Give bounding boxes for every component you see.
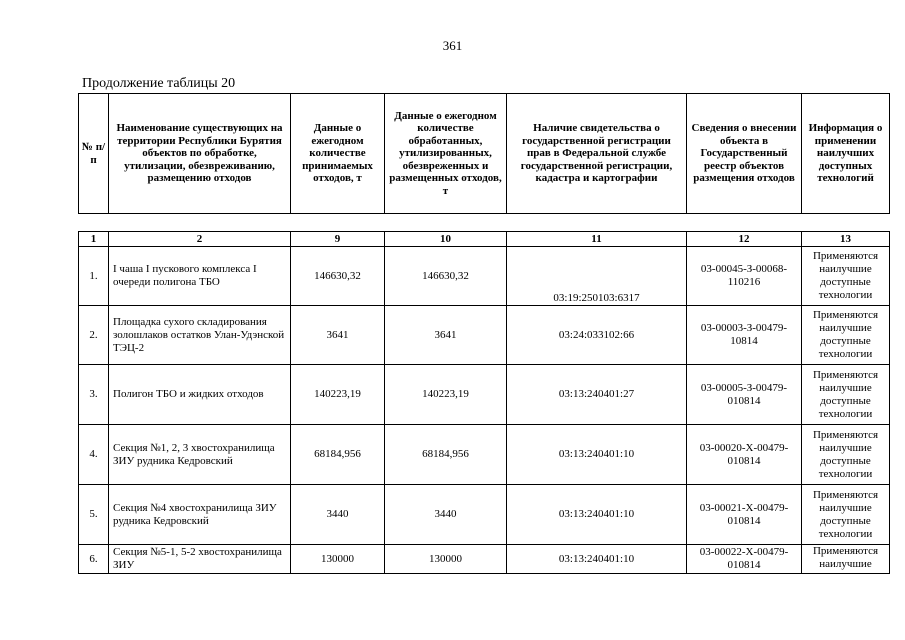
row-number: 3.: [79, 365, 109, 425]
object-name: I чаша I пускового комплекса I очереди полигона ТБО: [109, 247, 291, 306]
processed-amount: 130000: [385, 545, 507, 574]
row-number: 4.: [79, 425, 109, 485]
cadastral-number: 03:13:240401:10: [507, 545, 687, 574]
column-number-row: [79, 232, 890, 247]
header-registry-info: Сведения о внесении объекта в Государственный реестр объектов размещения отходов: [687, 94, 802, 214]
column-number: 11: [507, 232, 687, 247]
column-number: 13: [802, 232, 890, 247]
processed-amount: 140223,19: [385, 365, 507, 425]
object-name: Секция №1, 2, 3 хвостохранилища ЗИУ рудника Кедровский: [109, 425, 291, 485]
technology-info: Применяются наилучшие доступные технологии: [802, 247, 890, 306]
registry-number: 03-00020-Х-00479-010814: [687, 425, 802, 485]
column-number: 12: [687, 232, 802, 247]
column-number: 1: [79, 232, 109, 247]
received-amount: 140223,19: [291, 365, 385, 425]
table-row: [79, 485, 890, 545]
object-name: Площадка сухого складирования золошлаков остатков Улан-Удэнской ТЭЦ-2: [109, 306, 291, 365]
object-name: Секция №4 хвостохранилища ЗИУ рудника Кедровский: [109, 485, 291, 545]
processed-amount: 68184,956: [385, 425, 507, 485]
header-received-waste: Данные о ежегодном количестве принимаемых отходов, т: [291, 94, 385, 214]
header-number: № п/п: [79, 94, 109, 214]
cadastral-number: 03:13:240401:10: [507, 425, 687, 485]
column-number: 2: [109, 232, 291, 247]
technology-info: Применяются наилучшие: [802, 545, 890, 574]
cadastral-number: 03:13:240401:27: [507, 365, 687, 425]
header-registration-certificate: Наличие свидетельства о государственной регистрации прав в Федеральной службе государственной регистрации, кадастра и картографии: [507, 94, 687, 214]
row-number: 5.: [79, 485, 109, 545]
received-amount: 130000: [291, 545, 385, 574]
header-best-technologies: Информация о применении наилучших доступных технологий: [802, 94, 890, 214]
registry-number: 03-00045-З-00068-110216: [687, 247, 802, 306]
table-row: [79, 365, 890, 425]
cadastral-number: 03:24:033102:66: [507, 306, 687, 365]
row-number: 1.: [79, 247, 109, 306]
registry-number: 03-00003-З-00479-10814: [687, 306, 802, 365]
column-number: 10: [385, 232, 507, 247]
technology-info: Применяются наилучшие доступные технологии: [802, 306, 890, 365]
object-name: Полигон ТБО и жидких отходов: [109, 365, 291, 425]
processed-amount: 3440: [385, 485, 507, 545]
table-row: [79, 247, 890, 306]
data-table: [78, 231, 890, 574]
table-header: [78, 93, 890, 214]
cadastral-number: 03:13:240401:10: [507, 485, 687, 545]
page-number: 361: [442, 38, 463, 53]
technology-info: Применяются наилучшие доступные технологии: [802, 365, 890, 425]
registry-number: 03-00022-Х-00479-010814: [687, 545, 802, 574]
table-row: [79, 425, 890, 485]
received-amount: 3440: [291, 485, 385, 545]
table-caption: Продолжение таблицы 20: [82, 76, 236, 91]
processed-amount: 3641: [385, 306, 507, 365]
technology-info: Применяются наилучшие доступные технологии: [802, 485, 890, 545]
column-number: 9: [291, 232, 385, 247]
object-name: Секция №5-1, 5-2 хвостохранилища ЗИУ: [109, 545, 291, 574]
row-number: 2.: [79, 306, 109, 365]
registry-number: 03-00021-Х-00479-010814: [687, 485, 802, 545]
header-object-name: Наименование существующих на территории Республики Бурятия объектов по обработке, утилизации, обезвреживанию, размещению отходов: [109, 94, 291, 214]
registry-number: 03-00005-З-00479-010814: [687, 365, 802, 425]
processed-amount: 146630,32: [385, 247, 507, 306]
received-amount: 3641: [291, 306, 385, 365]
table-row: [79, 545, 890, 574]
cadastral-number: 03:19:250103:6317: [507, 247, 687, 306]
received-amount: 68184,956: [291, 425, 385, 485]
row-number: 6.: [79, 545, 109, 574]
received-amount: 146630,32: [291, 247, 385, 306]
table-row: [79, 306, 890, 365]
header-processed-waste: Данные о ежегодном количестве обработанных, утилизированных, обезвреженных и размещенных отходов, т: [385, 94, 507, 214]
technology-info: Применяются наилучшие доступные технологии: [802, 425, 890, 485]
